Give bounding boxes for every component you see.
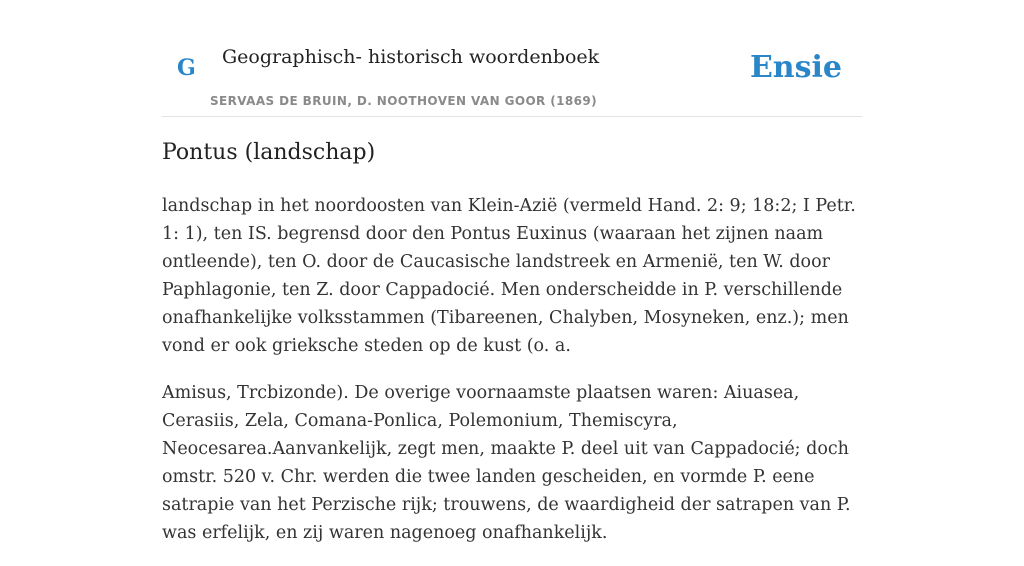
book-author-line: SERVAAS DE BRUIN, D. NOOTHOVEN VAN GOOR (1869) bbox=[210, 94, 598, 108]
book-logo[interactable]: G bbox=[177, 55, 196, 81]
entry-title: Pontus (landschap) bbox=[162, 140, 376, 165]
book-header bbox=[162, 0, 862, 117]
ensie-logo[interactable]: Ensie bbox=[749, 50, 842, 85]
entry-paragraph: Amisus, Trcbizonde). De overige voornaamste plaatsen waren: Aiuasea, Cerasiis, Zela, Comana-Ponlica, Polemonium, Themiscyra, Neocesarea.Aanvankelijk, zegt men, maakte P. deel uit van Cappadocié; doch omstr. 520 v. Chr. werden die twee landen gescheiden, en vormde P. eene satrapie van het Perzische rijk; trouwens, de waardigheid der satrapen van P. was erfelijk, en zij waren nagenoeg onafhankelijk. bbox=[162, 383, 851, 543]
entry-paragraph: landschap in het noordoosten van Klein-Azië (vermeld Hand. 2: 9; 18:2; I Petr. 1: 1), ten IS. begrensd door den Pontus Euxinus (waaraan het zijnen naam ontleende), ten O. door de Caucasische landstreek en Armenië, ten W. door Paphlagonie, ten Z. door Cappadocié. Men onderscheidde in P. verschillende onafhankelijke volksstammen (Tibareenen, Chalyben, Mosyneken, enz.); men vond er ook grieksche steden op de kust (o. a. bbox=[162, 196, 856, 356]
entry-content bbox=[162, 192, 862, 566]
book-title[interactable]: Geographisch- historisch woordenboek bbox=[222, 46, 600, 68]
